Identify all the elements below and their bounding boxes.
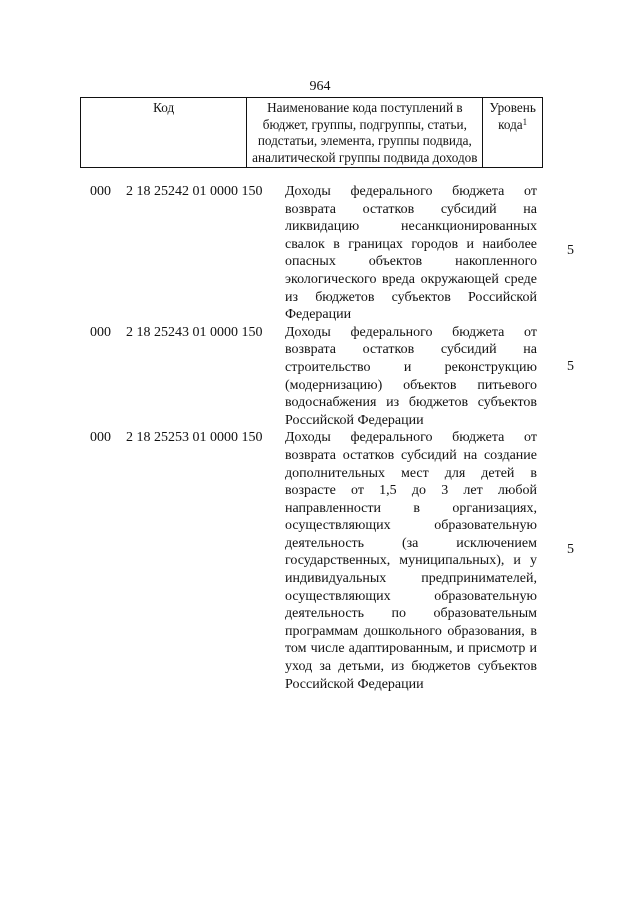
header-code: Код — [81, 98, 247, 168]
income-code: 2 18 25253 01 0000 150 — [126, 430, 263, 446]
header-table — [80, 97, 543, 168]
income-code: 2 18 25243 01 0000 150 — [126, 324, 263, 340]
admin-code: 000 — [90, 430, 111, 446]
budget-level: 5 — [567, 542, 574, 558]
footnote-marker: 1 — [522, 116, 528, 127]
table-row — [0, 429, 640, 693]
income-name: Доходы федерального бюджета от возврата остатков субсидий на ликвидацию несанкционированных свалок в границах городов и наиболее опасных объектов накопленного экологического вреда окружающей среде из бюджетов субъектов Российской Федерации — [285, 184, 537, 323]
income-code: 2 18 25242 01 0000 150 — [126, 184, 263, 199]
income-name: Доходы федерального бюджета от возврата остатков субсидий на строительство и реконструкцию (модернизацию) объектов питьевого водоснабжения из бюджетов субъектов Российской Федерации — [285, 324, 537, 428]
admin-code: 000 — [90, 324, 111, 340]
header-level-label: Уровень кода — [489, 100, 536, 132]
income-name: Доходы федерального бюджета от возврата остатков субсидий на создание дополнительных мест для детей в возрасте от 1,5 до 3 лет любой направленности в организациях, осуществляющих образовательную деятельность (за исключением государственных, муниципальных), и у индивидуальных предпринимателей, осуществляющих образовательную деятельность по образовательным программам дошкольного образования, в том числе адаптированным, и присмотр и уход за детьми, из бюджетов субъектов Российской Федерации — [285, 430, 537, 692]
budget-level: 5 — [567, 358, 574, 374]
header-row — [81, 98, 543, 168]
page-number: 964 — [309, 79, 331, 94]
table-row — [0, 183, 640, 324]
admin-code: 000 — [90, 184, 111, 199]
table-row — [0, 324, 640, 430]
budget-level: 5 — [567, 243, 574, 258]
income-code-list — [0, 183, 640, 693]
header-level — [483, 98, 543, 168]
header-name: Наименование кода поступлений в бюджет, группы, подгруппы, статьи, подстатьи, элемента, группы подвида, аналитической группы подвида доходов — [247, 98, 483, 168]
